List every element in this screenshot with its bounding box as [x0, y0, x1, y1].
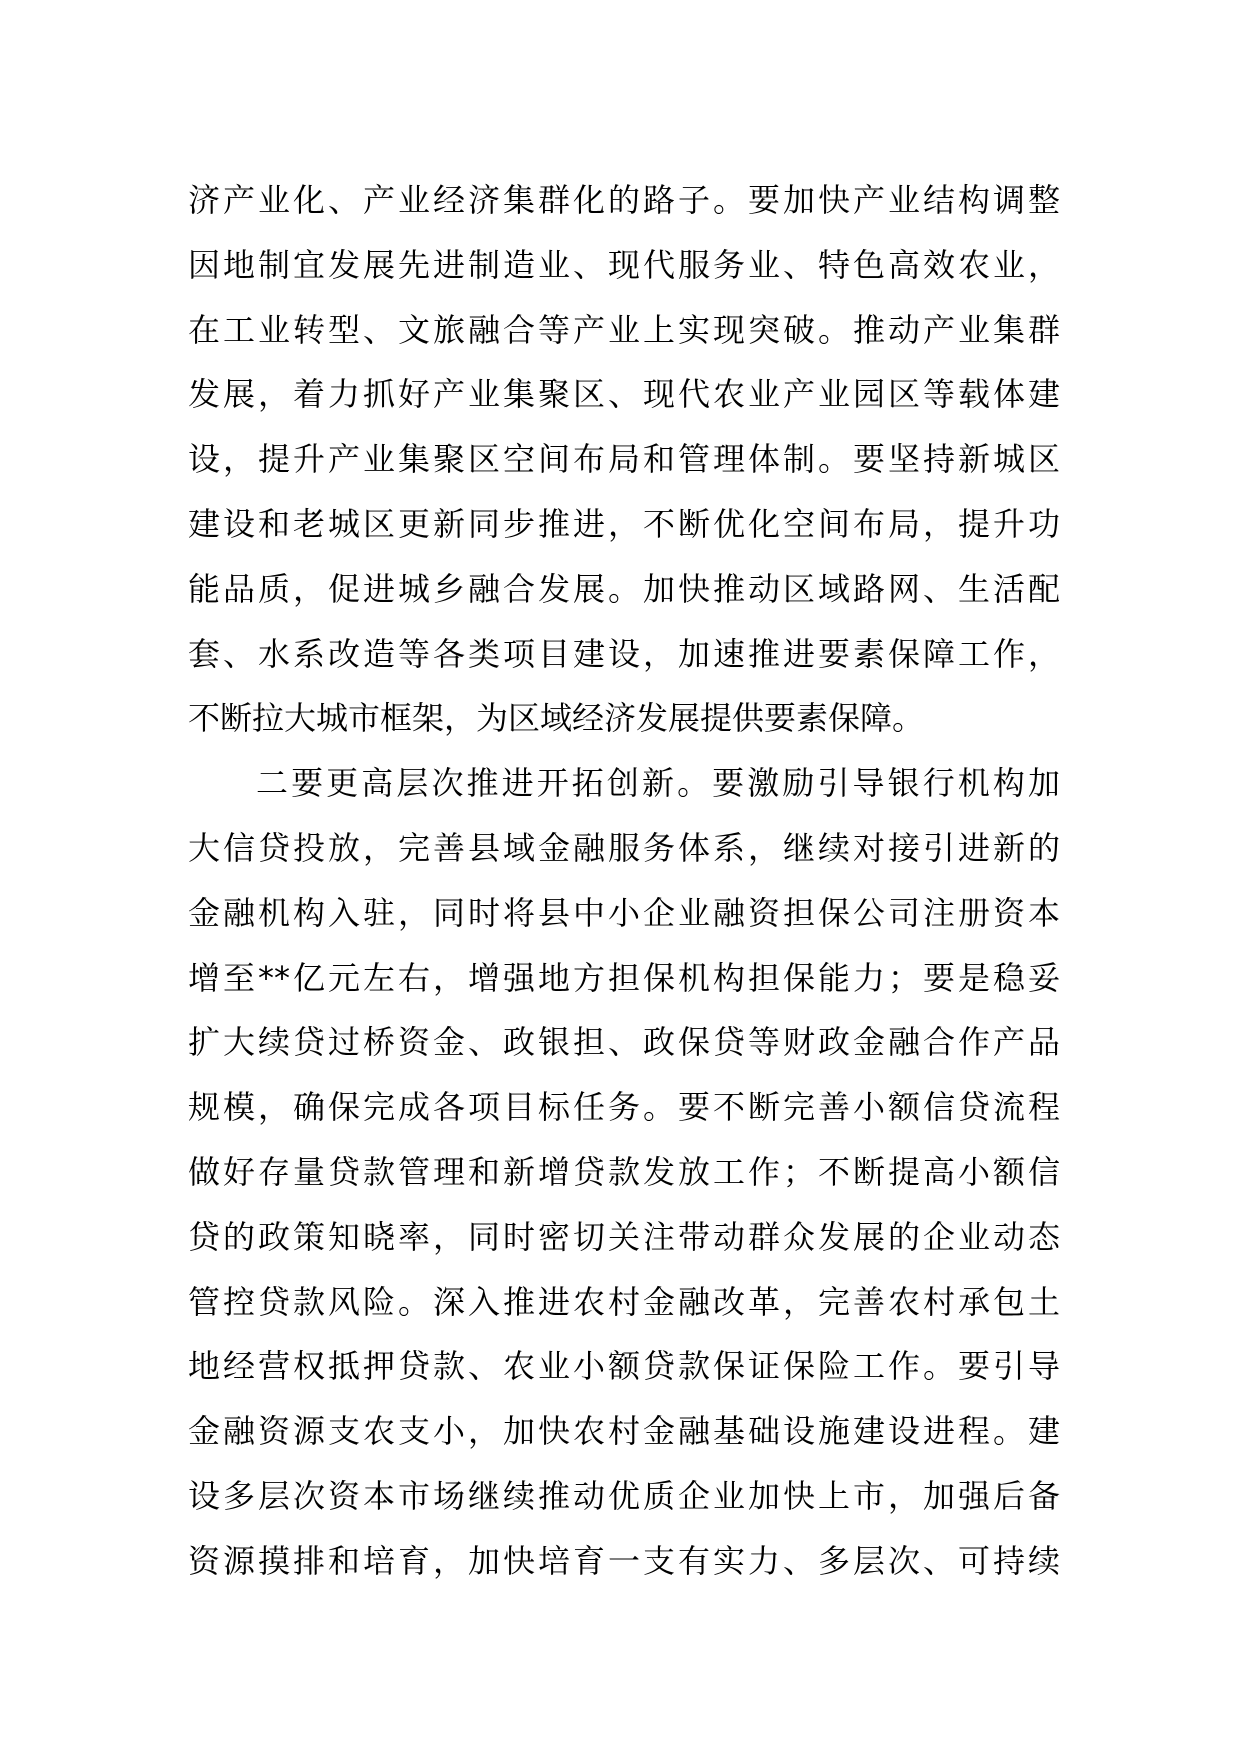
text-line: 金融资源支农支小，加快农村金融基础设施建设进程。建 [188, 1412, 1060, 1451]
text-line: 能品质，促进城乡融合发展。加快推动区域路网、生活配 [188, 569, 1060, 608]
text-line: 设，提升产业集聚区空间布局和管理体制。要坚持新城区 [188, 440, 1060, 479]
text-line: 地经营权抵押贷款、农业小额贷款保证保险工作。要引导 [188, 1347, 1060, 1386]
text-line: 建设和老城区更新同步推进，不断优化空间布局，提升功 [188, 504, 1060, 543]
text-line: 因地制宜发展先进制造业、现代服务业、特色高效农业， [188, 245, 1060, 284]
text-line: 大信贷投放，完善县域金融服务体系，继续对接引进新的 [188, 828, 1060, 867]
text-line: 发展，着力抓好产业集聚区、现代农业产业园区等载体建 [188, 375, 1060, 414]
text-line: 资源摸排和培育，加快培育一支有实力、多层次、可持续 [188, 1541, 1060, 1580]
text-line: 扩大续贷过桥资金、政银担、政保贷等财政金融合作产品 [188, 1023, 1060, 1062]
text-line: 管控贷款风险。深入推进农村金融改革，完善农村承包土 [188, 1282, 1060, 1321]
text-line: 套、水系改造等各类项目建设，加速推进要素保障工作， [188, 634, 1060, 673]
body-text [188, 168, 1060, 1594]
text-line: 增至**亿元左右，增强地方担保机构担保能力；要是稳妥 [188, 958, 1060, 997]
text-line: 设多层次资本市场继续推动优质企业加快上市，加强后备 [188, 1476, 1060, 1515]
text-line: 贷的政策知晓率，同时密切关注带动群众发展的企业动态 [188, 1217, 1060, 1256]
text-line: 济产业化、产业经济集群化的路子。要加快产业结构调整 [188, 181, 1060, 219]
text-line: 金融机构入驻，同时将县中小企业融资担保公司注册资本 [188, 893, 1060, 932]
paragraph [188, 168, 1060, 751]
text-line: 在工业转型、文旅融合等产业上实现突破。推动产业集群 [188, 310, 1060, 349]
text-line: 二要更高层次推进开拓创新。要激励引导银行机构加 [256, 764, 1060, 803]
text-line: 做好存量贷款管理和新增贷款发放工作；不断提高小额信 [188, 1152, 1060, 1191]
text-line: 规模，确保完成各项目标任务。要不断完善小额信贷流程 [188, 1088, 1060, 1127]
text-line: 不断拉大城市框架，为区域经济发展提供要素保障。 [188, 699, 925, 738]
paragraph [188, 751, 1060, 1593]
